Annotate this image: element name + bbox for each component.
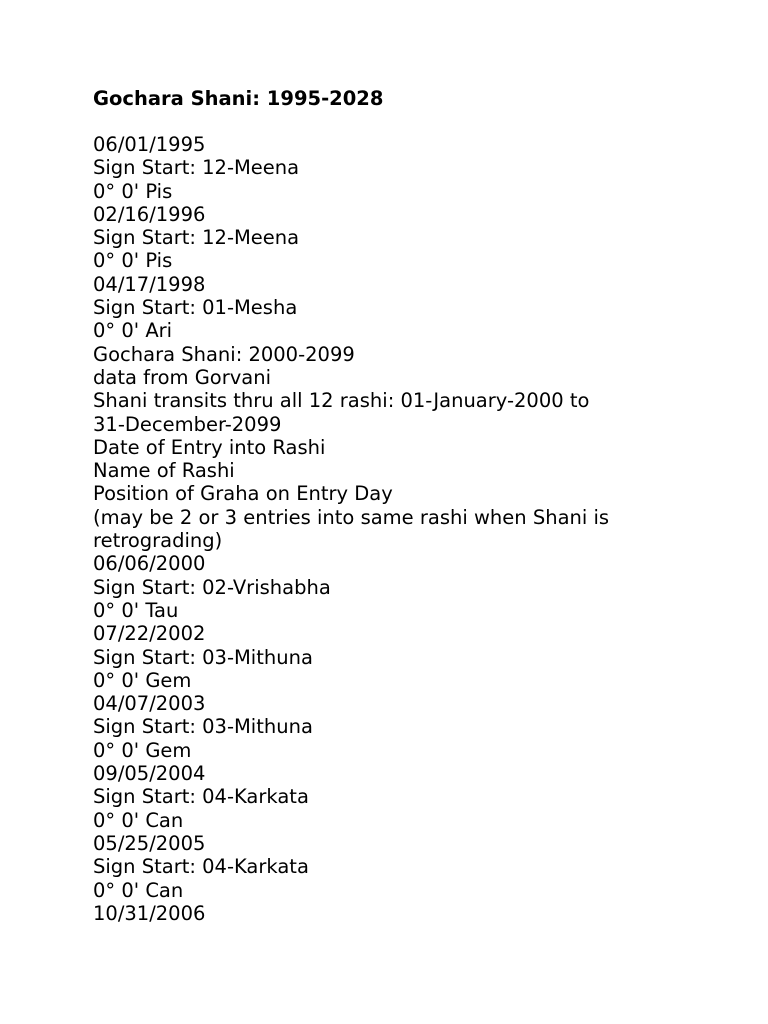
document-line: 0° 0' Pis <box>93 179 173 203</box>
document-line: 0° 0' Ari <box>93 319 173 343</box>
document-line: Shani transits thru all 12 rashi: 01-January-2000 to <box>93 389 590 413</box>
document-line: 0° 0' Can <box>93 878 184 902</box>
document-line: Sign Start: 01-Mesha <box>93 296 298 320</box>
document-line: 06/01/1995 <box>93 133 206 156</box>
document-line: 0° 0' Tau <box>93 598 179 622</box>
document-line: Date of Entry into Rashi <box>93 435 326 459</box>
document-line: 04/17/1998 <box>93 272 206 296</box>
document-line: Sign Start: 04-Karkata <box>93 855 309 879</box>
document-line: 05/25/2005 <box>93 831 206 855</box>
document-line: Sign Start: 12-Meena <box>93 156 300 180</box>
document-line: Name of Rashi <box>93 459 235 483</box>
document-line: Sign Start: 12-Meena <box>93 226 300 250</box>
document-line: 10/31/2006 <box>93 901 206 925</box>
document-line: 06/06/2000 <box>93 552 206 576</box>
document-line: 0° 0' Pis <box>93 249 173 273</box>
document-line: (may be 2 or 3 entries into same rashi when Shani is <box>93 505 610 529</box>
document-line: Sign Start: 03-Mithuna <box>93 645 313 669</box>
document-line: retrograding) <box>93 529 223 553</box>
document-line: Gochara Shani: 2000-2099 <box>93 342 355 366</box>
document-line: 09/05/2004 <box>93 762 206 786</box>
document-line: 0° 0' Gem <box>93 668 192 692</box>
document-line: Sign Start: 03-Mithuna <box>93 715 313 739</box>
document-body <box>93 133 693 925</box>
document-title: Gochara Shani: 1995-2028 <box>93 87 384 110</box>
document-line: Sign Start: 02-Vrishabha <box>93 575 331 599</box>
document-line: Sign Start: 04-Karkata <box>93 785 309 809</box>
document-line: Position of Graha on Entry Day <box>93 482 393 506</box>
document-line: 0° 0' Can <box>93 808 184 832</box>
document-line: data from Gorvani <box>93 365 272 389</box>
document-line: 31-December-2099 <box>93 412 282 436</box>
document-line: 04/07/2003 <box>93 692 206 716</box>
document-line: 0° 0' Gem <box>93 738 192 762</box>
document-line: 02/16/1996 <box>93 202 206 226</box>
document-line: 07/22/2002 <box>93 622 206 646</box>
